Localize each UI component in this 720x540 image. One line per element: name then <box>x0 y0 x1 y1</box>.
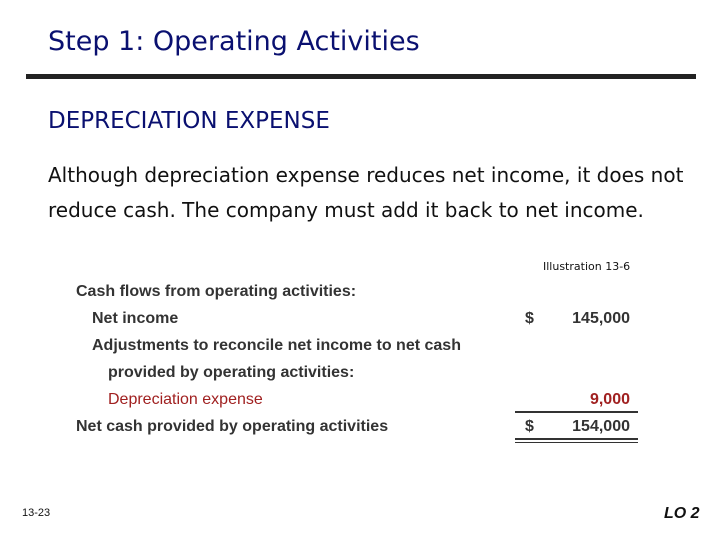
adjustments-line-1: Adjustments to reconcile net income to net cash <box>92 337 461 354</box>
depreciation-value: 9,000 <box>589 391 630 408</box>
depreciation-label: Depreciation expense <box>108 391 263 408</box>
adjustments-line-2: provided by operating activities: <box>108 364 355 381</box>
total-value: 154,000 <box>572 418 630 435</box>
total-label: Net cash provided by operating activities <box>76 418 389 435</box>
slide-number: 13-23 <box>22 507 51 519</box>
statement-header: Cash flows from operating activities: <box>76 283 357 300</box>
learning-objective-label: LO 2 <box>664 505 700 522</box>
illustration-reference: Illustration 13-6 <box>543 260 631 273</box>
slide-title: Step 1: Operating Activities <box>48 26 420 57</box>
subtotal-rule <box>515 411 638 413</box>
net-income-label: Net income <box>92 310 179 327</box>
net-income-value: 145,000 <box>572 310 630 327</box>
total-double-rule-bottom <box>515 442 638 443</box>
body-paragraph: Although depreciation expense reduces net income, it does not reduce cash. The company must add it back to net income. <box>48 163 684 222</box>
net-income-currency: $ <box>525 310 534 327</box>
section-heading: DEPRECIATION EXPENSE <box>48 108 330 134</box>
total-currency: $ <box>525 418 534 435</box>
total-double-rule-top <box>515 438 638 440</box>
